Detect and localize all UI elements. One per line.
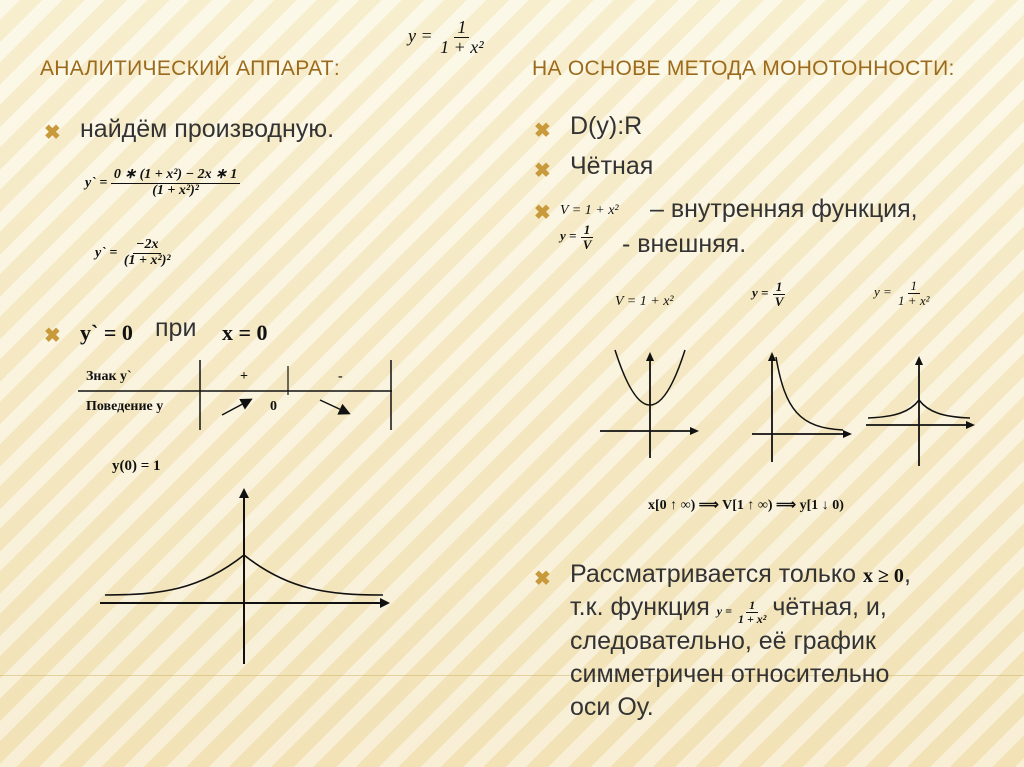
consider-line2: т.к. функция y = $\frac{1}{\text{1 + x²}}$ чётная, и, — [570, 593, 887, 626]
derivative-formula-2: y` = $\frac{-2x}{\text{(1 + x²)²}}$ — [95, 237, 171, 268]
monotonicity-chain: x[0 ↑ ∞) ⟹ V[1 ↑ ∞) ⟹ y[1 ↓ 0) — [648, 498, 844, 513]
word-pri: при — [155, 314, 197, 342]
table-label-sign: Знак y` — [86, 369, 132, 384]
y-at-zero: y(0) = 1 — [112, 458, 161, 474]
graph2-label: y = $\frac{1}{V}$ — [752, 279, 784, 309]
outer-formula: y = $\frac{1}{V}$ — [560, 222, 592, 252]
graph3-label: y = $\frac{1}{\text{1 + x²}}$ — [874, 278, 930, 308]
consider-line5: оси Оу. — [570, 693, 654, 721]
domain-text: D(y):R — [570, 112, 643, 140]
bullet-derivative: найдём производную. — [80, 115, 335, 143]
derivative-formula-1: y` = $\frac{\text{0 ∗ (1 + x²) − 2x ∗ 1}}{\text{(1 + x²)²}}$ — [85, 168, 240, 198]
cross-bullet-icon: ✖ — [534, 568, 551, 590]
consider-line3: следовательно, её график — [570, 627, 876, 655]
title-formula: y = $\frac{1}{\text{1 + x²}}$ — [408, 17, 484, 57]
consider-line4: симметричен относительно — [570, 660, 890, 688]
inner-text: – внутренняя функция, — [650, 195, 918, 223]
outer-text: - внешняя. — [622, 230, 747, 258]
cross-bullet-icon: ✖ — [534, 202, 551, 224]
inner-formula: V = 1 + x² — [560, 203, 619, 218]
cross-bullet-icon: ✖ — [44, 325, 61, 347]
cross-bullet-icon: ✖ — [44, 122, 61, 144]
consider-line1: Рассматривается только x ≥ 0, — [570, 560, 911, 588]
left-heading: АНАЛИТИЧЕСКИЙ АППАРАТ: — [40, 57, 341, 80]
table-label-behaviour: Поведение y — [86, 399, 164, 414]
table-sign-minus: - — [338, 369, 343, 384]
cross-bullet-icon: ✖ — [534, 120, 551, 142]
critical-eq: y` = 0 — [80, 320, 133, 345]
critical-x: x = 0 — [222, 320, 268, 345]
table-sign-plus: + — [240, 369, 248, 384]
table-zero: 0 — [270, 399, 277, 414]
even-text: Чётная — [570, 152, 654, 180]
cross-bullet-icon: ✖ — [534, 160, 551, 182]
graph1-label: V = 1 + x² — [615, 294, 674, 309]
consider-condition: x ≥ 0 — [862, 565, 904, 587]
right-heading: НА ОСНОВЕ МЕТОДА МОНОТОННОСТИ: — [532, 57, 955, 80]
